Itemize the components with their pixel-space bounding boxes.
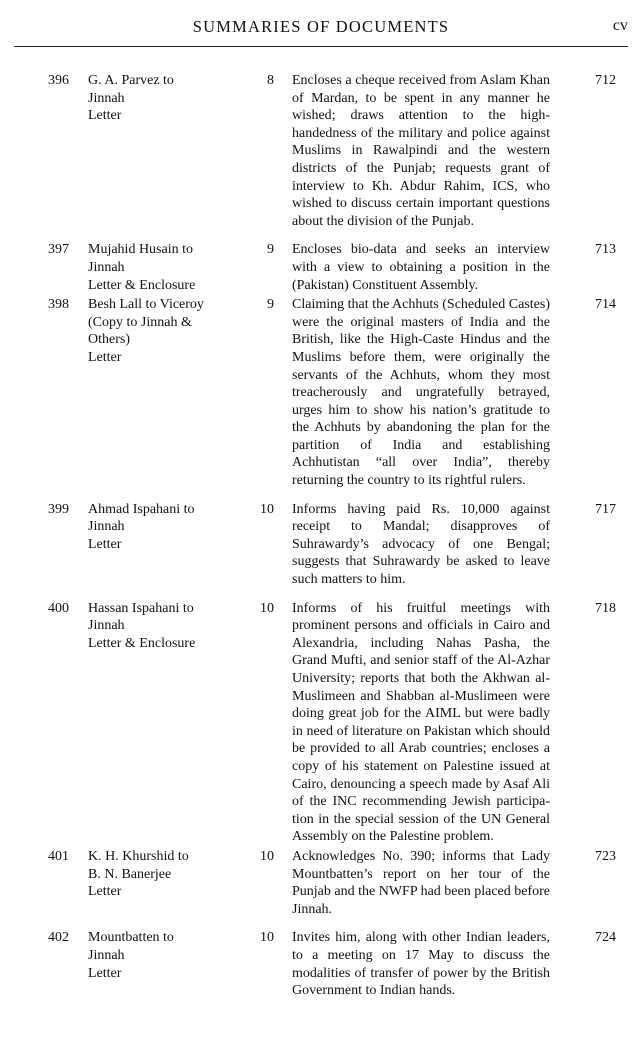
document-entry — [0, 848, 642, 918]
correspondent-line: Others) — [88, 332, 130, 348]
correspondent — [88, 72, 258, 125]
document-number: 397 — [48, 242, 69, 258]
page-reference: 723 — [595, 848, 616, 864]
correspondent-line: Letter — [88, 884, 122, 900]
page-title: SUMMARIES OF DOCUMENTS — [192, 17, 450, 36]
correspondent-line: Letter — [88, 108, 122, 124]
correspondent-line: (Copy to Jinnah & — [88, 314, 192, 330]
document-entry — [0, 501, 642, 589]
correspondent-line: Jinnah — [88, 259, 125, 275]
document-summary: Invites him, along with other Indian leaders, to a meeting on 17 May to discuss the modalities of transfer of power by the British Government to Indian hands. — [292, 930, 550, 999]
volume-page: 9 — [267, 242, 274, 258]
correspondent-line: G. A. Parvez to — [88, 73, 174, 88]
correspondent-line: K. H. Khurshid to — [88, 848, 189, 864]
document-number: 400 — [48, 600, 69, 616]
correspondent-line: Jinnah — [88, 947, 125, 963]
volume-page: 10 — [260, 848, 274, 864]
volume-page: 10 — [260, 930, 274, 946]
document-entry — [0, 241, 642, 294]
correspondent — [88, 600, 258, 653]
page-number: cv — [612, 17, 628, 34]
correspondent — [88, 501, 258, 554]
page-reference: 718 — [595, 600, 616, 616]
correspondent-line: B. N. Banerjee — [88, 866, 172, 882]
running-header — [14, 14, 628, 36]
correspondent-line: Mujahid Husain to — [88, 242, 193, 258]
correspondent-line: Jinnah — [88, 519, 125, 535]
correspondent-line: Jinnah — [88, 618, 125, 634]
correspondent-line: Jinnah — [88, 90, 125, 106]
document-summary: Encloses a cheque received from Aslam Khan of Mardan, to be spent in any manner he wished; draws attention to the high-handedness of the military and police against Muslims in Rawalpindi and the western districts of the Punjab; requests grant of interview to Kh. Abdur Rahim, ICS, who wished to discuss certain important questions about the division of the Punjab. — [292, 73, 550, 229]
document-number: 399 — [48, 501, 69, 517]
page-reference: 713 — [595, 242, 616, 258]
page-reference: 712 — [595, 73, 616, 88]
document-number: 401 — [48, 848, 69, 864]
volume-page: 9 — [267, 297, 274, 313]
document-summary: Informs of his fruitful meetings with prominent persons and officials in Cairo and Alexandria, including Nahas Pasha, the Grand Mufti, and senior staff of the Al-Azhar University; reports that both the Akhwan al-Muslimeen and Shabban al-Muslimeen were doing great job for the AIML but were badly in need of literature on Pakistan which should be provided to all Arab countries; encloses a copy of his statement on Palestine issued at Cairo, denouncing a speech made by Asaf Ali of the INC recommending Jewish participation in the special session of the UN General Assembly on the Palestine problem. — [292, 600, 550, 845]
document-entry — [0, 72, 642, 230]
correspondent-line: Letter & Enclosure — [88, 635, 196, 651]
header-rule — [14, 46, 628, 47]
correspondent — [88, 241, 258, 294]
correspondent-line: Hassan Ispahani to — [88, 600, 194, 616]
correspondent — [88, 296, 258, 366]
correspondent-line: Mountbatten to — [88, 930, 174, 946]
document-summary: Encloses bio-data and seeks an interview with a view to obtaining a position in the (Pakistan) Constituent Assembly. — [292, 242, 550, 293]
document-number: 402 — [48, 930, 69, 946]
document-summary: Informs having paid Rs. 10,000 against receipt to Mandal; disapproves of Suhrawardy’s advocacy of one Bengal; suggests that Suhrawardy be asked to leave such matters to him. — [292, 501, 550, 588]
volume-page: 8 — [267, 73, 274, 88]
document-summary: Claiming that the Achhuts (Scheduled Castes) were the original masters of India and the British, like the High-Caste Hindus and the Muslims before them, were originally the servants of the Achhuts, whom they most treacherously and ungratefully betrayed, urges him to show his nation’s gratitude to the Achhuts by abandoning the plan for the partition of India and establishing Achhutistan “all over India”, thereby returning the country to its rightful rulers. — [292, 297, 550, 489]
volume-page: 10 — [260, 501, 274, 517]
volume-page: 10 — [260, 600, 274, 616]
page-reference: 714 — [595, 297, 616, 313]
correspondent-line: Letter — [88, 536, 122, 552]
page-reference: 724 — [595, 930, 616, 946]
document-entry — [0, 600, 642, 846]
correspondent-line: Letter — [88, 965, 122, 981]
document-entry — [0, 296, 642, 490]
document-number: 398 — [48, 297, 69, 313]
document-summary: Acknowledges No. 390; informs that Lady Mountbatten’s report on her tour of the Punjab and the NWFP had been placed before Jinnah. — [292, 848, 551, 917]
page-reference: 717 — [595, 501, 616, 517]
correspondent-line: Besh Lall to Viceroy — [88, 297, 204, 313]
correspondent — [88, 848, 258, 901]
correspondent-line: Ahmad Ispahani to — [88, 501, 195, 517]
summary-list — [0, 72, 642, 1011]
correspondent — [88, 929, 258, 982]
document-entry — [0, 929, 642, 999]
correspondent-line: Letter & Enclosure — [88, 277, 196, 293]
correspondent-line: Letter — [88, 349, 122, 365]
document-number: 396 — [48, 73, 69, 88]
